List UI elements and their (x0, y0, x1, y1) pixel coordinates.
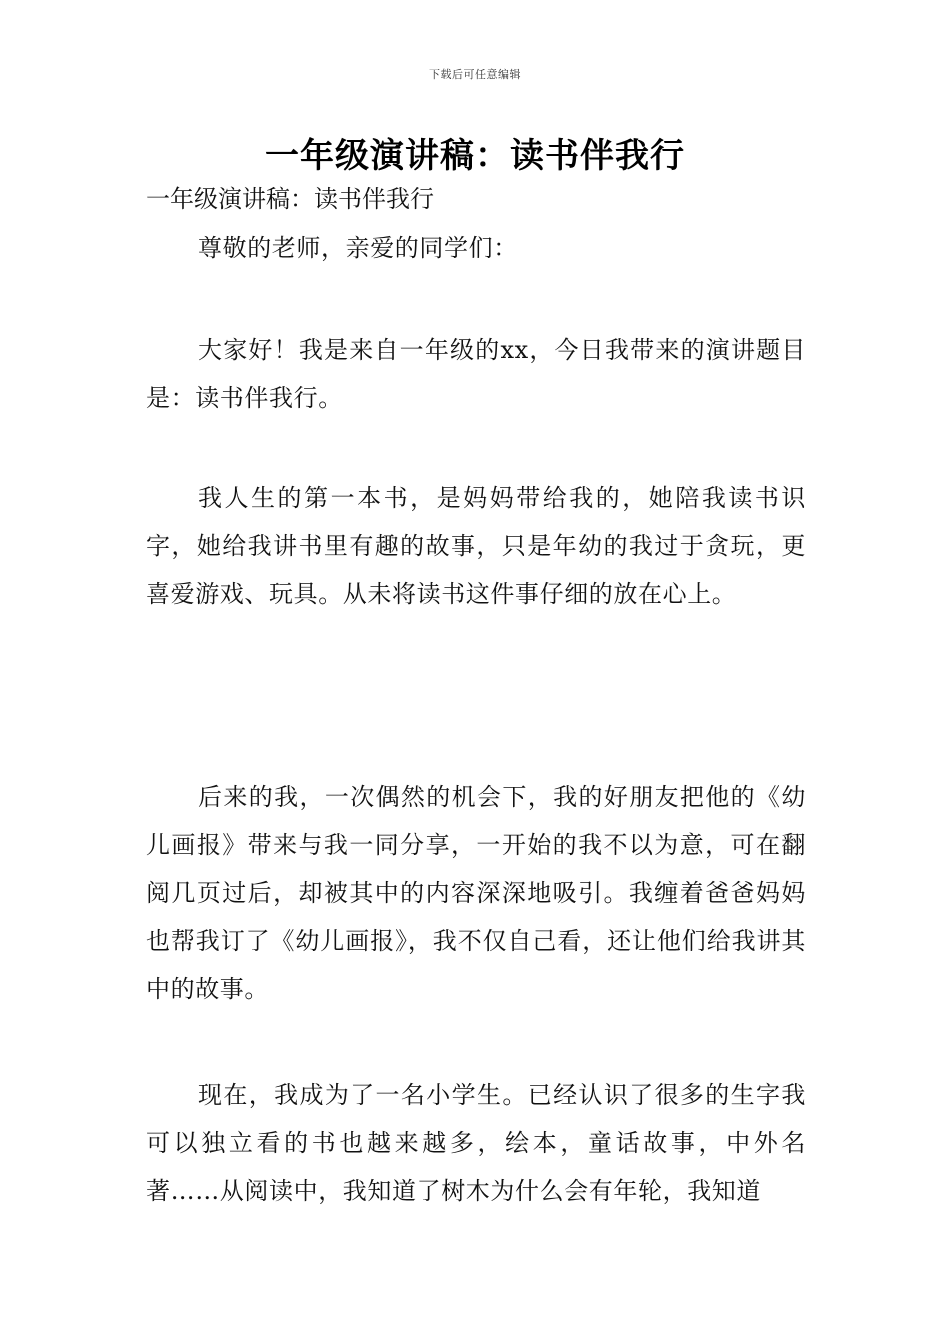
body-paragraph-1: 大家好！我是来自一年级的xx，今日我带来的演讲题目是：读书伴我行。 (146, 336, 806, 412)
document-title: 一年级演讲稿：读书伴我行 (265, 136, 685, 176)
greeting-paragraph: 尊敬的老师，亲爱的同学们： (198, 234, 518, 262)
document-subtitle: 一年级演讲稿：读书伴我行 (146, 185, 434, 213)
body-paragraph-2: 我人生的第一本书，是妈妈带给我的，她陪我读书识字，她给我讲书里有趣的故事，只是年幼的我过于贪玩，更喜爱游戏、玩具。从未将读书这件事仔细的放在心上。 (146, 484, 806, 608)
body-paragraph-3: 后来的我，一次偶然的机会下，我的好朋友把他的《幼儿画报》带来与我一同分享，一开始的我不以为意，可在翻阅几页过后，却被其中的内容深深地吸引。我缠着爸爸妈妈也帮我订了《幼儿画报》，我不仅自己看，还让他们给我讲其中的故事。 (146, 783, 806, 1003)
header-note: 下载后可任意编辑 (429, 68, 521, 81)
body-paragraph-4: 现在，我成为了一名小学生。已经认识了很多的生字我可以独立看的书也越来越多，绘本，童话故事，中外名著……从阅读中，我知道了树木为什么会有年轮，我知道 (146, 1081, 806, 1205)
